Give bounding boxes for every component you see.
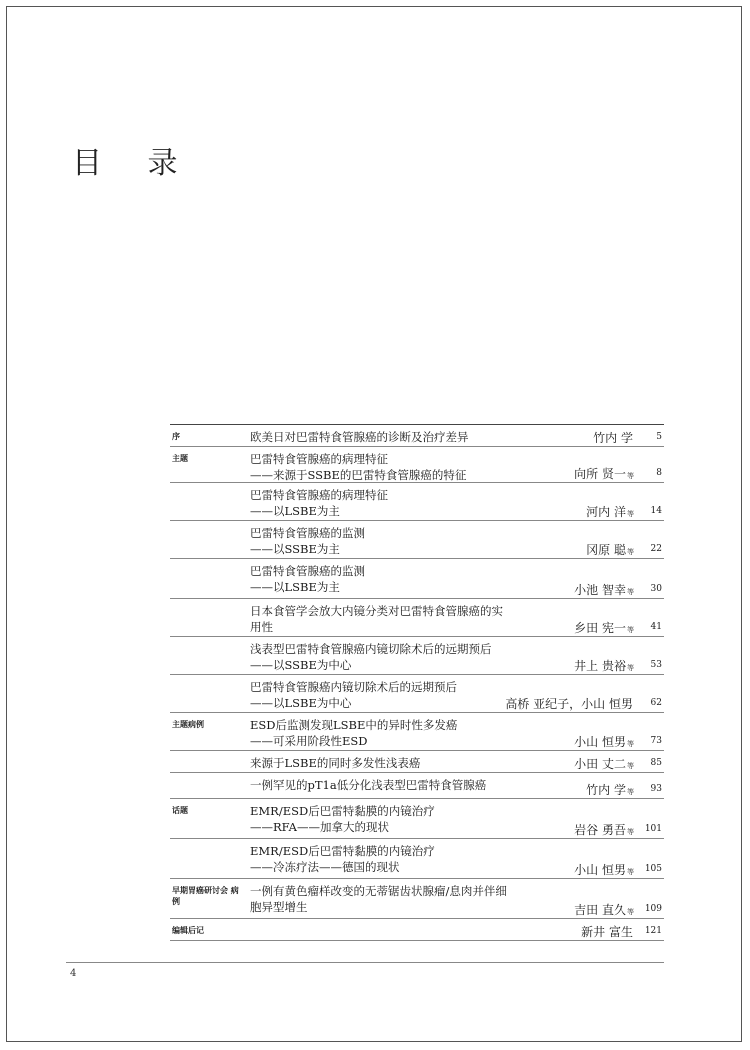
toc-entry-title bbox=[250, 717, 550, 749]
toc-author-name: 小山 恒男 bbox=[574, 863, 626, 877]
toc-title-line: 浅表型巴雷特食管腺癌内镜切除术后的远期预后 bbox=[250, 642, 492, 656]
toc-author-suffix: 等 bbox=[627, 472, 634, 480]
toc-author-suffix: 等 bbox=[627, 788, 634, 796]
toc-author-suffix: 等 bbox=[627, 664, 634, 672]
bottom-rule bbox=[66, 962, 664, 963]
toc-author bbox=[574, 581, 634, 598]
toc-author bbox=[586, 781, 634, 798]
toc-author-suffix: 等 bbox=[627, 868, 634, 876]
toc-author bbox=[574, 465, 634, 482]
toc-section-label: 编辑后记 bbox=[172, 926, 204, 935]
toc-title-line: 巴雷特食管腺癌内镜切除术后的远期预后 bbox=[250, 680, 457, 694]
toc-title-line: 巴雷特食管腺癌的病理特征 bbox=[250, 452, 388, 466]
toc-page-number: 41 bbox=[650, 622, 662, 632]
toc-row bbox=[170, 425, 664, 447]
toc-row bbox=[170, 483, 664, 521]
toc-row bbox=[170, 521, 664, 559]
toc-author-name: 小池 智幸 bbox=[574, 583, 626, 597]
toc-section-label: 话题 bbox=[172, 806, 188, 815]
toc-author-suffix: 等 bbox=[627, 762, 634, 770]
toc-entry-title bbox=[250, 755, 550, 771]
toc-author-suffix: 等 bbox=[627, 588, 634, 596]
toc-row bbox=[170, 447, 664, 483]
toc-author-name: 小山 恒男 bbox=[574, 735, 626, 749]
toc-author-name: 竹内 学 bbox=[586, 783, 626, 797]
toc-title-line: ——以SSBE为主 bbox=[250, 542, 340, 556]
toc-row bbox=[170, 559, 664, 599]
toc-title-line: ——RFA——加拿大的现状 bbox=[250, 820, 389, 834]
toc-page-number: 101 bbox=[644, 824, 662, 834]
toc-section-label: 主题 bbox=[172, 454, 188, 463]
toc-author-suffix: 等 bbox=[627, 740, 634, 748]
toc-title-line: 日本食管学会放大内镜分类对巴雷特食管腺癌的实 bbox=[250, 604, 503, 618]
toc-entry-title bbox=[250, 777, 550, 793]
toc-title-line: ——以SSBE为中心 bbox=[250, 658, 352, 672]
toc-title-line: 巴雷特食管腺癌的监测 bbox=[250, 526, 365, 540]
toc-entry-title bbox=[250, 429, 550, 445]
page-title: 目 录 bbox=[72, 146, 196, 181]
toc-author bbox=[574, 755, 634, 772]
toc-author bbox=[574, 619, 634, 636]
table-of-contents bbox=[170, 424, 664, 941]
toc-author-name: 冈原 聪 bbox=[586, 543, 626, 557]
toc-author bbox=[574, 821, 634, 838]
toc-row bbox=[170, 799, 664, 839]
toc-author bbox=[505, 695, 634, 712]
toc-entry-title bbox=[250, 603, 550, 635]
page-folio: 4 bbox=[70, 968, 77, 979]
toc-page-number: 62 bbox=[650, 698, 662, 708]
toc-title-line: 巴雷特食管腺癌的监测 bbox=[250, 564, 365, 578]
toc-entry-title bbox=[250, 451, 550, 483]
toc-title-line: ——可采用阶段性ESD bbox=[250, 734, 368, 748]
toc-author-name: 竹内 学 bbox=[593, 431, 633, 445]
toc-title-line: ——以LSBE为主 bbox=[250, 580, 340, 594]
toc-page-number: 30 bbox=[650, 584, 662, 594]
toc-entry-title bbox=[250, 563, 550, 595]
toc-title-line: 一例有黄色瘤样改变的无蒂锯齿状腺瘤/息肉并伴细 bbox=[250, 884, 507, 898]
toc-row bbox=[170, 773, 664, 799]
toc-entry-title bbox=[250, 883, 550, 915]
toc-author bbox=[574, 901, 634, 918]
toc-page-number: 93 bbox=[650, 784, 662, 794]
toc-row bbox=[170, 675, 664, 713]
toc-title-line: ——以LSBE为主 bbox=[250, 504, 340, 518]
toc-author-name: 井上 贵裕 bbox=[574, 659, 626, 673]
toc-page-number: 85 bbox=[650, 758, 662, 768]
toc-author bbox=[586, 503, 634, 520]
toc-row bbox=[170, 919, 664, 941]
toc-page-number: 105 bbox=[644, 864, 662, 874]
toc-title-line: ——来源于SSBE的巴雷特食管腺癌的特征 bbox=[250, 468, 467, 482]
toc-entry-title bbox=[250, 803, 550, 835]
toc-author-suffix: 等 bbox=[627, 626, 634, 634]
toc-author-name: 岩谷 勇吾 bbox=[574, 823, 626, 837]
toc-author-name: 新井 富生 bbox=[581, 925, 633, 939]
toc-page-number: 109 bbox=[644, 904, 662, 914]
toc-author-suffix: 等 bbox=[627, 510, 634, 518]
toc-author bbox=[586, 541, 634, 558]
toc-title-line: EMR/ESD后巴雷特黏膜的内镜治疗 bbox=[250, 844, 435, 858]
toc-author-name: 高桥 亚纪子，小山 恒男 bbox=[505, 697, 633, 711]
toc-row bbox=[170, 879, 664, 919]
toc-title-line: ——冷冻疗法——德国的现状 bbox=[250, 860, 400, 874]
toc-page-number: 121 bbox=[644, 926, 662, 936]
toc-entry-title bbox=[250, 525, 550, 557]
toc-page-number: 5 bbox=[656, 432, 662, 442]
toc-author bbox=[574, 657, 634, 674]
toc-section-label: 序 bbox=[172, 432, 180, 441]
toc-title-line: 用性 bbox=[250, 620, 273, 634]
toc-row bbox=[170, 713, 664, 751]
toc-author-name: 吉田 直久 bbox=[574, 903, 626, 917]
toc-author bbox=[574, 861, 634, 878]
toc-title-line: 欧美日对巴雷特食管腺癌的诊断及治疗差异 bbox=[250, 430, 469, 444]
toc-title-line: 巴雷特食管腺癌的病理特征 bbox=[250, 488, 388, 502]
toc-page-number: 53 bbox=[650, 660, 662, 670]
toc-author bbox=[593, 429, 634, 446]
toc-author-name: 向所 贤一 bbox=[574, 467, 626, 481]
toc-author-name: 河内 洋 bbox=[586, 505, 626, 519]
toc-row bbox=[170, 839, 664, 879]
toc-section-label: 主题病例 bbox=[172, 720, 204, 729]
toc-page-number: 14 bbox=[650, 506, 662, 516]
toc-entry-title bbox=[250, 843, 550, 875]
toc-author bbox=[574, 733, 634, 750]
toc-author bbox=[581, 923, 634, 940]
toc-entry-title bbox=[250, 487, 550, 519]
toc-page-number: 8 bbox=[656, 468, 662, 478]
toc-author-suffix: 等 bbox=[627, 908, 634, 916]
toc-title-line: 胞异型增生 bbox=[250, 900, 308, 914]
toc-author-name: 乡田 宪一 bbox=[574, 621, 626, 635]
toc-author-suffix: 等 bbox=[627, 828, 634, 836]
toc-author-name: 小田 丈二 bbox=[574, 757, 626, 771]
toc-row bbox=[170, 599, 664, 637]
toc-entry-title bbox=[250, 641, 550, 673]
toc-page-number: 22 bbox=[650, 544, 662, 554]
toc-title-line: 一例罕见的pT1a低分化浅表型巴雷特食管腺癌 bbox=[250, 778, 487, 792]
toc-author-suffix: 等 bbox=[627, 548, 634, 556]
toc-page-number: 73 bbox=[650, 736, 662, 746]
toc-title-line: ESD后监测发现LSBE中的异时性多发癌 bbox=[250, 718, 458, 732]
toc-title-line: 来源于LSBE的同时多发性浅表癌 bbox=[250, 756, 421, 770]
toc-section-label: 早期胃癌研讨会 病例 bbox=[172, 886, 239, 906]
toc-title-line: EMR/ESD后巴雷特黏膜的内镜治疗 bbox=[250, 804, 435, 818]
toc-title-line: ——以LSBE为中心 bbox=[250, 696, 352, 710]
toc-row bbox=[170, 751, 664, 773]
toc-row bbox=[170, 637, 664, 675]
